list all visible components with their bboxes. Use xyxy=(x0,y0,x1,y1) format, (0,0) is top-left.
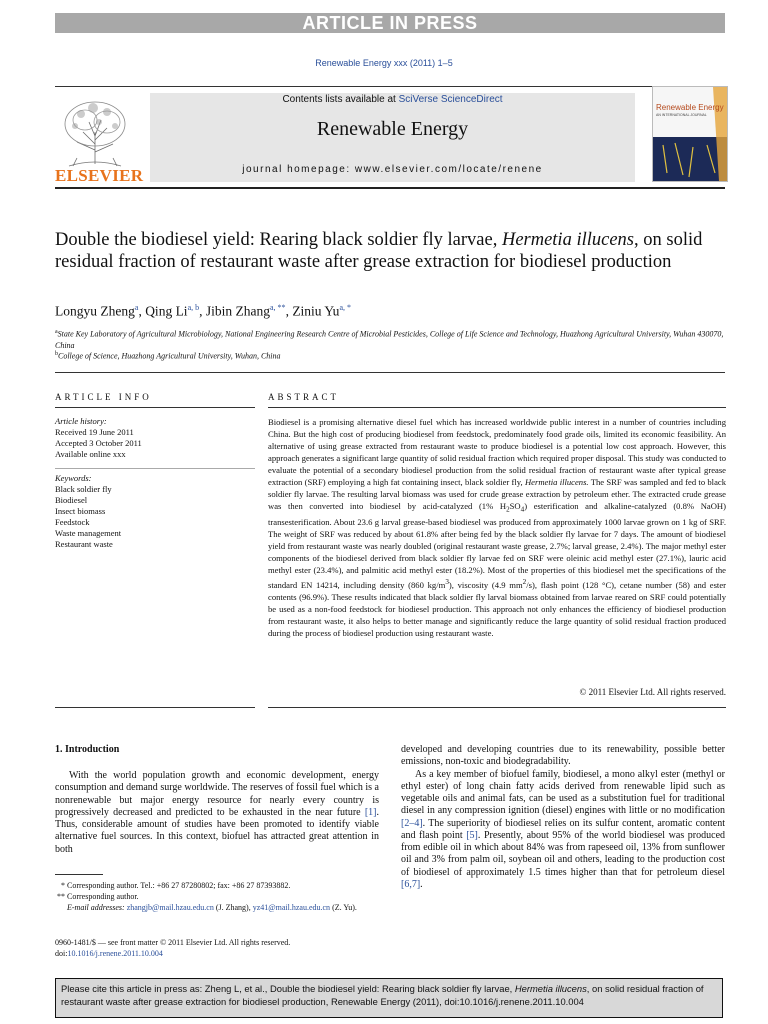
author-affil-marker[interactable]: a xyxy=(134,303,139,312)
introduction-heading: 1. Introduction xyxy=(55,744,120,755)
abstract-text-4: ) esterification and alkaline-catalyzed (0.8% NaOH) transesterification. About 23.6 g larval grease-based biodiesel was produced from approximately 1000 larvae grown on 1 kg of SRF. The weight of SRF was reduced by about 61.8% after being fed by the black soldier fly larvae for 7 days. The amount of biodiesel yield from restaurant waste was nearly doubled (original restaurant waste grease, 2.7%; larval grease, 2.4%). The major methyl ester components of the biodiesel derived from black soldier fly larvae fed on SRF were oleinic acid methyl ester (27.1%), lauric acid methyl ester (23.4%), and palmitic acid methyl ester (18.2%). Most of the properties of this biodiesel met the specifications of the standard EN 14214, including density (860 kg/m xyxy=(268,501,726,590)
subscript: 2 xyxy=(506,505,510,514)
author-list: Longyu Zheng$^a$, Qing Li$^{a, b}$, Jibin Zhang$^{a, **}$, Ziniu $Yu^{a, *}$ xyxy=(55,303,351,319)
abstract-heading: ABSTRACT xyxy=(268,392,340,402)
article-in-press-banner: ARTICLE IN PRESS xyxy=(55,13,725,33)
subscript: 4 xyxy=(520,505,525,514)
reference-link[interactable]: [2–4] xyxy=(401,817,423,829)
contents-line xyxy=(150,94,635,105)
cover-subtitle: AN INTERNATIONAL JOURNAL xyxy=(656,113,707,117)
article-title xyxy=(55,229,735,273)
abstract-text-2: The SRF was sampled and fed to black soldier fly larvae. The resulting larval biomass was used for crude grease extraction by petroleum ether. The extracted crude grease was then converted into biodiesel by acid-catalyzed (1% H xyxy=(268,477,727,511)
email-owner: (Z. Yu). xyxy=(330,903,357,912)
citation-text: , on solid residual fraction of restaurant waste after grease extraction for biodiesel production, Renewable Energy (2011), doi:10.1016/j.renene.2011.10.004 xyxy=(61,983,704,1007)
affiliation-b xyxy=(55,349,735,362)
keyword-item: Feedstock xyxy=(55,517,90,527)
footnote-2: ** Corresponding author. xyxy=(57,892,139,901)
received-date: Received 19 June 2011 xyxy=(55,427,134,437)
abstract-body xyxy=(268,416,726,639)
article-info-heading: ARTICLE INFO xyxy=(55,392,152,402)
email-link[interactable]: yz41@mail.hzau.edu.cn xyxy=(252,903,331,912)
keyword-item: Restaurant waste xyxy=(55,539,113,549)
author-name[interactable]: Ziniu Yu xyxy=(292,303,340,319)
intro-text: . Presently, about 95% of the world biodiesel was produced from edible oil in which about 84% was from rapeseed oil, 13% from sunflower oil and 3% from palm oil, soybean oil and others, leading to the production cost of biodiesel of approximately 1.5 times higher than that for petroleum diesel xyxy=(401,829,726,878)
affiliation-a-label: a xyxy=(55,329,58,335)
doi-line xyxy=(55,948,385,959)
article-info-block xyxy=(55,416,255,550)
superscript: 2 xyxy=(522,577,527,586)
email-owner: (J. Zhang), xyxy=(213,903,253,912)
author-affil-marker[interactable]: a, b xyxy=(187,303,200,312)
accepted-date: Accepted 3 October 2011 xyxy=(55,438,142,448)
footnote-1: * Corresponding author. Tel.: +86 27 87280802; fax: +86 27 87393882. xyxy=(61,881,291,890)
cover-art xyxy=(653,87,727,181)
reference-link[interactable]: [1] xyxy=(364,806,377,818)
title-species: Hermetia illucens xyxy=(501,230,634,250)
contents-prefix: Contents lists available at xyxy=(282,94,399,105)
intro-paragraph-2 xyxy=(401,769,725,892)
issn-block xyxy=(55,937,385,959)
affiliation-b-label: b xyxy=(55,351,58,357)
abstract-bottom-rule xyxy=(268,707,726,708)
superscript: 3 xyxy=(445,577,449,586)
elsevier-wordmark: ELSEVIER xyxy=(55,166,144,185)
citation-box xyxy=(55,978,723,1018)
header-rule-top xyxy=(55,86,725,87)
author-name[interactable]: Jibin Zhang xyxy=(205,303,270,319)
header-rule-bottom xyxy=(55,187,725,189)
citation-text: Please cite this article in press as: Zheng L, et al., Double the biodiesel yield: Rearing black soldier fly larvae, xyxy=(61,983,515,994)
author-name[interactable]: Qing Li xyxy=(145,303,188,319)
intro-text: developed and developing countries due to its renewability, possible better emissions, non-toxic and biodegradability. xyxy=(401,744,725,768)
footnote-emails xyxy=(55,902,385,913)
intro-left-column xyxy=(55,770,379,856)
intro-text: . The superiority of biodiesel relies on its sulfur content, aromatic content and flash point xyxy=(401,817,725,841)
abstract-species: Hermetia illucens. xyxy=(524,477,589,487)
affiliation-a xyxy=(55,327,735,351)
journal-reference-link[interactable]: Renewable Energy xxx (2011) 1–5 xyxy=(315,58,453,68)
author-name[interactable]: Longyu Zheng xyxy=(55,303,135,319)
keywords-label: Keywords: xyxy=(55,473,92,483)
affiliation-b-text: College of Science, Huazhong Agricultural University, Wuhan, China xyxy=(58,351,281,361)
footnote-rule xyxy=(55,874,103,875)
citation-species: Hermetia illucens xyxy=(514,983,587,994)
issn-line: 0960-1481/$ — see front matter © 2011 Elsevier Ltd. All rights reserved. xyxy=(55,938,291,947)
history-label: Article history: xyxy=(55,416,107,426)
intro-text: . xyxy=(420,878,423,890)
title-part-2: , on solid residual fraction of restaurant waste after grease extraction for biodiesel production xyxy=(55,230,703,272)
keyword-item: Biodiesel xyxy=(55,495,88,505)
footnotes xyxy=(55,880,385,913)
sciencedirect-link[interactable]: SciVerse ScienceDirect xyxy=(398,94,503,105)
keyword-item: Waste management xyxy=(55,528,122,538)
doi-label: doi: xyxy=(55,949,68,958)
intro-right-column xyxy=(401,744,725,891)
article-info-rule xyxy=(55,407,255,408)
affiliation-a-text: State Key Laboratory of Agricultural Microbiology, National Engineering Research Centre of Microbial Pesticides, College of Life Science and Technology, Huazhong Agricultural University, Wuhan 430070, China xyxy=(55,329,724,350)
email-label: E-mail addresses: xyxy=(67,903,127,912)
keyword-item: Insect biomass xyxy=(55,506,106,516)
abstract-text-1: Biodiesel is a promising alternative diesel fuel which has increased worldwide public interest in a number of countries including China. But the high cost of producing biodiesel from feedstock, predominately food grade oils, limited its economic feasibility. An alternative of using grease extracted from restaurant waste to produce biodiesel is a potential low cost approach. However, this approach generates a significant large quantity of solid residual fraction which required proper disposal. This study was conducted to evaluate the potential of a secondary biodiesel production from the solid residual fraction of restaurant waste after typical grease extraction (SRF) employing a high fat containing insect, black soldier fly, xyxy=(268,417,726,487)
author-affil-marker[interactable]: a, * xyxy=(339,303,351,312)
email-link[interactable]: zhangjb@mail.hzau.edu.cn xyxy=(126,903,214,912)
abstract-text-6: /s), flash point (128 °C), cetane number (58) and ester contents (96.9%). These results indicated that black soldier fly larval biomass obtained from larvae reared on SRF could potentially be used as a non-food feedstock for biodiesel production. This approach not only enhances the efficiency of biodiesel production from restaurant waste, it also helps to better manage and significantly reduce the large quantity of solid residual fraction produced during the process of biodiesel production using restaurant waste. xyxy=(268,579,726,638)
keywords-divider xyxy=(55,468,255,469)
cover-title: Renewable Energy xyxy=(656,103,724,112)
doi-link[interactable]: 10.1016/j.renene.2011.10.004 xyxy=(67,949,163,958)
abstract-text-3: SO xyxy=(509,501,521,511)
journal-homepage-link[interactable]: journal homepage: www.elsevier.com/locate/renene xyxy=(242,164,543,175)
abstract-text-5: ), viscosity (4.9 mm xyxy=(448,579,523,590)
online-date: Available online xxx xyxy=(55,449,126,459)
abstract-rule xyxy=(268,407,726,408)
author-affil-marker[interactable]: a, ** xyxy=(270,303,286,312)
intro-text: . Thus, considerable amount of studies have been promoted to identify viable alternative fuel sources. In this context, biofuel has attracted great attention in both xyxy=(55,806,379,855)
keyword-item: Black soldier fly xyxy=(55,484,112,494)
title-part-1: Double the biodiesel yield: Rearing black soldier fly larvae, xyxy=(55,230,502,250)
intro-text: With the world population growth and economic development, energy consumption and demand surge worldwide. The reserves of fossil fuel which is a nonrenewable but major energy resource for nearly every country is progressively decreased and predicted to be exhausted in the near future xyxy=(55,770,379,818)
reference-link[interactable]: [6,7] xyxy=(401,878,421,890)
info-bottom-rule xyxy=(55,707,255,708)
journal-name: Renewable Energy xyxy=(316,118,469,140)
intro-text: As a key member of biofuel family, biodiesel, a mono alkyl ester (methyl or ethyl ester) of long chain fatty acids derived from renewable lipid such as vegetable oils and animal fats, can be used as a substitution fuel for traditional diesel in any compression ignition (diesel) engines with little or no modification xyxy=(401,768,725,817)
journal-cover-image xyxy=(652,86,728,182)
reference-link[interactable]: [5] xyxy=(466,829,478,841)
copyright-notice: © 2011 Elsevier Ltd. All rights reserved. xyxy=(579,687,726,697)
affiliation-rule xyxy=(55,372,725,373)
